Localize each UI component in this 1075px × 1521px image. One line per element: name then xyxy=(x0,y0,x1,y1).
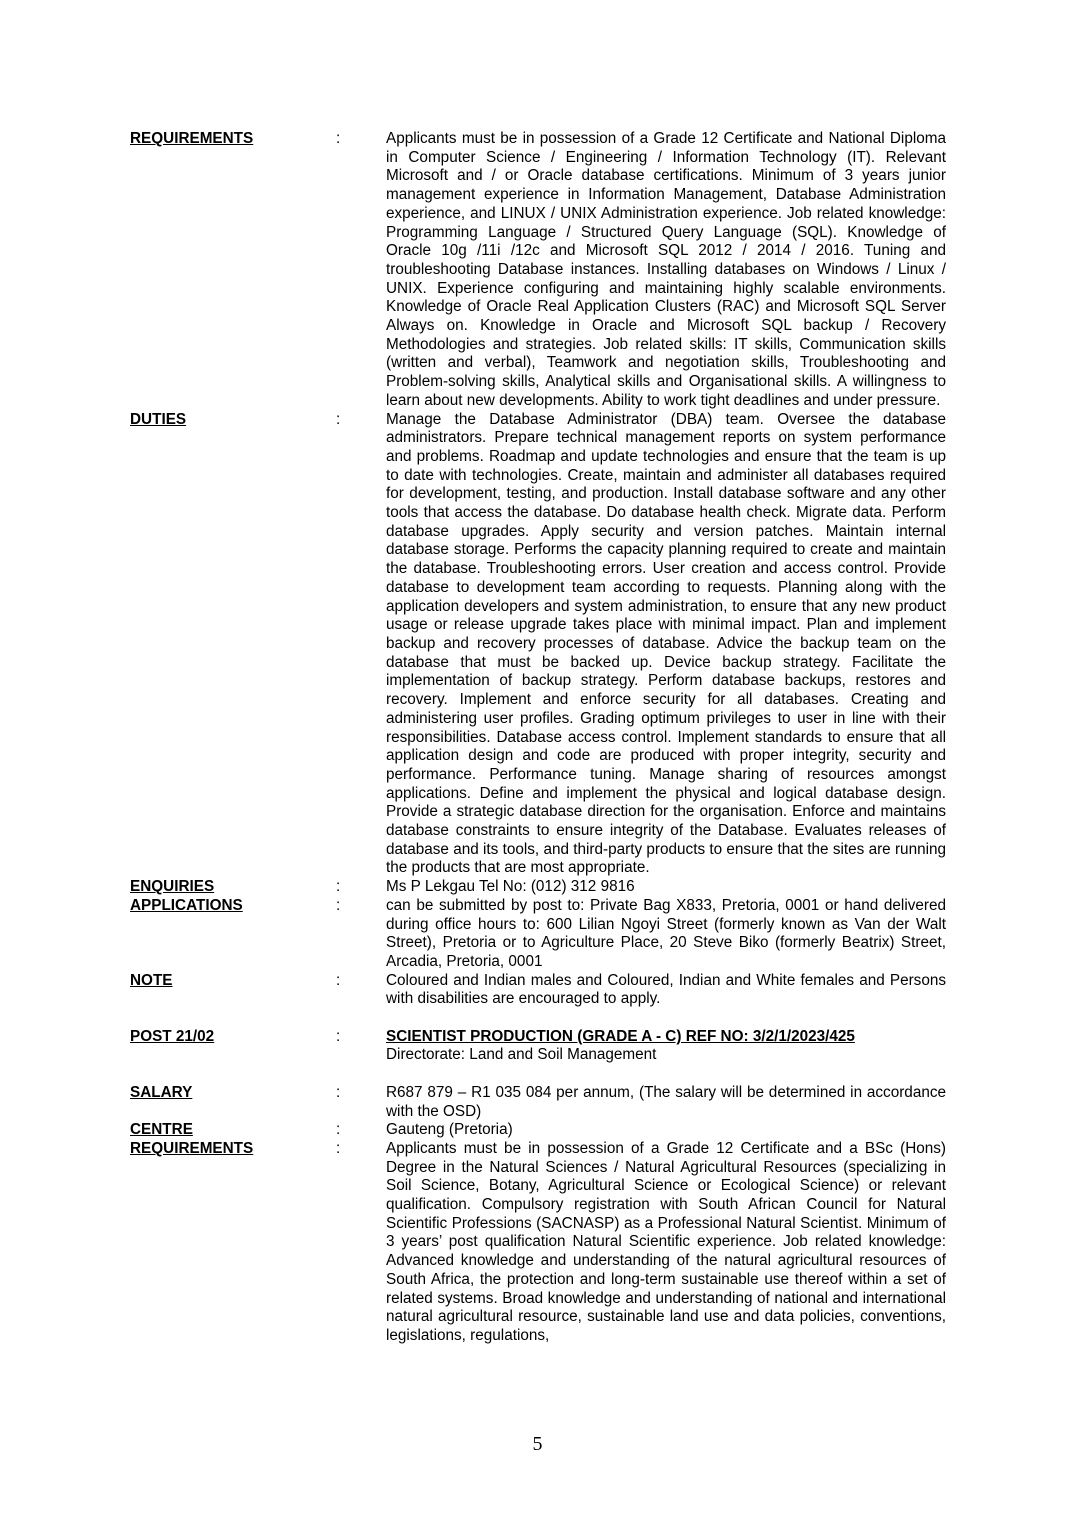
centre-section xyxy=(130,1121,946,1140)
post-details xyxy=(386,1028,946,1065)
duties-section xyxy=(130,411,946,879)
separator-colon: : xyxy=(336,896,341,914)
enquiries-text: Ms P Lekgau Tel No: (012) 312 9816 xyxy=(386,878,635,896)
duties-label: DUTIES xyxy=(130,410,187,428)
salary-label: SALARY xyxy=(130,1083,193,1101)
salary-text: R687 879 – R1 035 084 per annum, (The salary will be determined in accordance with the OSD) xyxy=(386,1083,946,1120)
job-advert-content xyxy=(130,130,946,1346)
separator-colon: : xyxy=(336,1027,341,1045)
spacer xyxy=(130,1009,946,1028)
separator-colon: : xyxy=(336,971,341,989)
requirements-label: REQUIREMENTS xyxy=(130,130,254,147)
enquiries-label: ENQUIRIES xyxy=(130,878,215,896)
separator-colon: : xyxy=(336,1121,341,1139)
post-section xyxy=(130,1028,946,1065)
requirements-section-2 xyxy=(130,1140,946,1346)
separator-colon: : xyxy=(336,1083,341,1101)
centre-label: CENTRE xyxy=(130,1121,193,1139)
centre-text: Gauteng (Pretoria) xyxy=(386,1121,513,1139)
separator-colon: : xyxy=(336,410,341,428)
separator-colon: : xyxy=(336,1139,341,1157)
requirements-text: Applicants must be in possession of a Grade 12 Certificate and National Diploma in Computer Science / Engineering / Information Technology (IT). Relevant Microsoft and / or Oracle database certifications. Minimum of 3 years junior management experience in Information Management, Database Administration experience, and LINUX / UNIX Administration experience. Job related knowledge: Programming Language / Structured Query Language (SQL). Knowledge of Oracle 10g /11i /12c and Microsoft SQL 2012 / 2014 / 2016. Tuning and troubleshooting Database instances. Installing databases on Windows / Linux / UNIX. Experience configuring and maintaining highly scalable environments. Knowledge of Oracle Real Application Clusters (RAC) and Microsoft SQL Server Always on. Knowledge in Oracle and Microsoft SQL backup / Recovery Methodologies and strategies. Job related skills: IT skills, Communication skills (written and verbal), Teamwork and negotiation skills, Troubleshooting and Problem-solving skills, Analytical skills and Organisational skills. A willingness to learn about new developments. Ability to work tight deadlines and under pressure. xyxy=(386,130,946,409)
requirements-section xyxy=(130,130,946,411)
note-label: NOTE xyxy=(130,971,173,989)
post-directorate: Directorate: Land and Soil Management xyxy=(386,1046,657,1064)
salary-section xyxy=(130,1084,946,1121)
separator-colon: : xyxy=(336,878,341,896)
note-section xyxy=(130,972,946,1009)
enquiries-section xyxy=(130,878,946,897)
requirements-label: REQUIREMENTS xyxy=(130,1139,254,1157)
applications-label: APPLICATIONS xyxy=(130,896,243,914)
requirements-text: Applicants must be in possession of a Grade 12 Certificate and a BSc (Hons) Degree in the Natural Sciences / Natural Agricultural Resources (specializing in Soil Science, Botany, Agricultural Science or Ecological Science) or relevant qualification. Compulsory registration with South African Council for Natural Scientific Professions (SACNASP) as a Professional Natural Scientist. Minimum of 3 years’ post qualification Natural Scientific experience. Job related knowledge: Advanced knowledge and understanding of the natural agricultural resources of South Africa, the protection and long-term sustainable use thereof within a set of related systems. Broad knowledge and understanding of national and international natural agricultural resource, sustainable land use and data policies, conventions, legislations, regulations, xyxy=(386,1139,946,1344)
post-label: POST 21/02 xyxy=(130,1027,215,1045)
separator-colon: : xyxy=(336,130,341,147)
applications-section xyxy=(130,897,946,972)
post-title: SCIENTIST PRODUCTION (GRADE A - C) REF NO: 3/2/1/2023/425 xyxy=(386,1027,855,1045)
page-number: 5 xyxy=(532,1433,543,1455)
duties-text: Manage the Database Administrator (DBA) team. Oversee the database administrators. Prepare technical management reports on system performance and problems. Roadmap and update technologies and ensure that the team is up to date with technologies. Create, maintain and administer all databases required for development, testing, and production. Install database software and any other tools that access the database. Do database health check. Migrate data. Perform database upgrades. Apply security and version patches. Maintain internal database storage. Performs the capacity planning required to create and maintain the database. Troubleshooting errors. User creation and access control. Provide database to development team according to requests. Planning along with the application developers and system administration, to ensure that any new product usage or release upgrade takes place with minimal impact. Plan and implement backup and recovery processes of database. Advice the backup team on the database that must be backed up. Device backup strategy. Facilitate the implementation of backup strategy. Perform database backups, restores and recovery. Implement and enforce security for all databases. Creating and administering user profiles. Grading optimum privileges to user in line with their responsibilities. Database access control. Implement standards to ensure that all application design and code are produced with proper integrity, security and performance. Performance tuning. Manage sharing of resources amongst applications. Define and implement the physical and logical database design. Provide a strategic database direction for the organisation. Enforce and maintains database constraints to ensure integrity of the Database. Evaluates releases of database and its tools, and third-party products to ensure that the sites are running the products that are most appropriate. xyxy=(386,410,946,877)
note-text: Coloured and Indian males and Coloured, Indian and White females and Persons with disabilities are encouraged to apply. xyxy=(386,971,946,1008)
applications-text: can be submitted by post to: Private Bag X833, Pretoria, 0001 or hand delivered during office hours to: 600 Lilian Ngoyi Street (formerly known as Van der Walt Street), Pretoria or to Agriculture Place, 20 Steve Biko (formerly Beatrix) Street, Arcadia, Pretoria, 0001 xyxy=(386,896,946,970)
spacer xyxy=(130,1065,946,1084)
